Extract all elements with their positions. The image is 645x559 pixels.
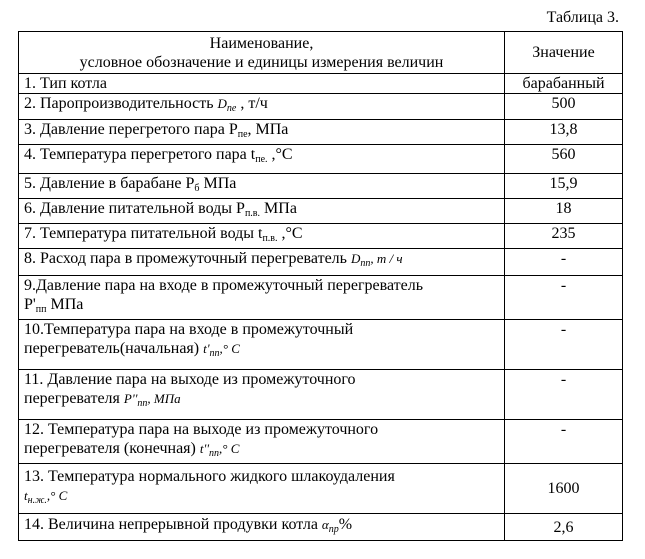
param-unit: , МПа [147,391,181,406]
param-unit: , т / ч [370,251,403,266]
param-symbol: α [321,517,329,532]
param-name-cell [19,145,505,174]
param-symbol: t' [203,341,210,356]
param-value: 235 [505,224,623,249]
param-subscript: пе [237,129,248,140]
table-row [19,249,623,276]
param-unit: , МПа [247,121,289,138]
param-name-cell [19,120,505,145]
table-row [19,464,623,514]
param-name-cell [19,276,505,320]
header-row [19,32,623,74]
param-subscript: б [194,183,200,194]
param-name-cell [19,420,505,464]
param-text-line1: 11. Давление пара на выходе из промежуточного [24,371,356,388]
param-value: - [505,276,623,320]
param-value: 560 [505,145,623,174]
table-row [19,514,623,541]
param-value: - [505,320,623,370]
table-row [19,320,623,370]
param-symbol: P'' [123,391,138,406]
table-row [19,370,623,420]
param-value: барабанный [505,74,623,94]
param-name-cell [19,174,505,199]
param-subscript: пп [35,304,47,315]
param-symbol: t [24,488,28,503]
param-subscript: пп [209,348,220,359]
param-text-line1: 10.Температура пара на входе в промежуточный [24,321,354,338]
table-row [19,224,623,249]
param-value: 2,6 [505,514,623,541]
param-name-cell [19,74,505,94]
param-text: 2. Паропроизводительность [24,95,218,112]
param-name-cell [19,514,505,541]
param-subscript: пр [328,524,339,535]
param-text-line1: 9.Давление пара на входе в промежуточный перегреватель [24,277,424,294]
param-value: 18 [505,199,623,224]
table-row [19,174,623,199]
param-name-cell [19,249,505,276]
param-unit: ,°С [267,146,293,163]
table-row [19,74,623,94]
param-text: 6. Давление питательной воды Р [24,200,245,217]
param-subscript: н.ж. [27,495,47,506]
param-unit: ,°С [277,225,303,242]
parameters-table [18,31,623,541]
header-name-line1: Наименование, [209,34,314,52]
param-unit: % [338,516,353,533]
header-name-cell [19,32,505,74]
param-subscript: п.в. [244,208,261,219]
param-value: 500 [505,94,623,120]
param-subscript: пе. [255,154,268,165]
param-name-cell [19,199,505,224]
header-name-line2: условное обозначение и единицы измерения величин [79,53,444,71]
param-symbol: t'' [199,441,210,456]
param-value: 15,9 [505,174,623,199]
param-text: 4. Температура перегретого пара t [24,146,256,163]
param-subscript: п.в. [262,233,278,244]
param-text: перегревателя (конечная) [24,440,200,457]
param-value: 13,8 [505,120,623,145]
param-name-cell [19,464,505,514]
param-unit: МПа [199,175,237,192]
param-text-line1: 13. Температура нормального жидкого шлакоудаления [24,468,395,485]
param-value: - [505,420,623,464]
param-text: перегреватель(начальная) [24,340,204,357]
param-name-cell [19,320,505,370]
param-text: 7. Температура питательной воды t [24,225,263,242]
param-unit: ,° С [46,488,68,503]
table-row [19,145,623,174]
param-value: - [505,370,623,420]
param-text-line1: 12. Температура пара на выходе из промежуточного [24,421,379,438]
param-value: - [505,249,623,276]
table-row [19,120,623,145]
param-subscript: пп [209,448,220,459]
header-value-cell: Значение [505,32,623,74]
table-row [19,199,623,224]
param-subscript: пп [137,398,148,409]
param-symbol: D [350,251,361,266]
param-text: 1. Тип котла [24,75,107,92]
param-unit: МПа [260,200,297,217]
table-row [19,420,623,464]
param-subscript: пп [360,258,371,269]
param-symbol: D [217,96,227,111]
table-caption: Таблица 3. [546,9,619,26]
param-name-cell [19,370,505,420]
param-unit: , т/ч [236,95,268,112]
param-unit: ,° С [219,441,240,456]
table-row [19,94,623,120]
param-text: 5. Давление в барабане Р [24,175,195,192]
param-text: 14. Величина непрерывной продувки котла [24,516,322,533]
param-unit: МПа [46,296,84,313]
param-name-cell [19,224,505,249]
param-value: 1600 [505,464,623,514]
param-text: Р' [24,296,36,313]
param-unit: ,° С [219,341,240,356]
param-name-cell [19,94,505,120]
param-subscript: пе [226,103,237,114]
param-text: перегревателя [24,390,124,407]
param-text: 8. Расход пара в промежуточный перегреватель [24,250,351,267]
table-row [19,276,623,320]
param-text: 3. Давление перегретого пара Р [24,121,238,138]
